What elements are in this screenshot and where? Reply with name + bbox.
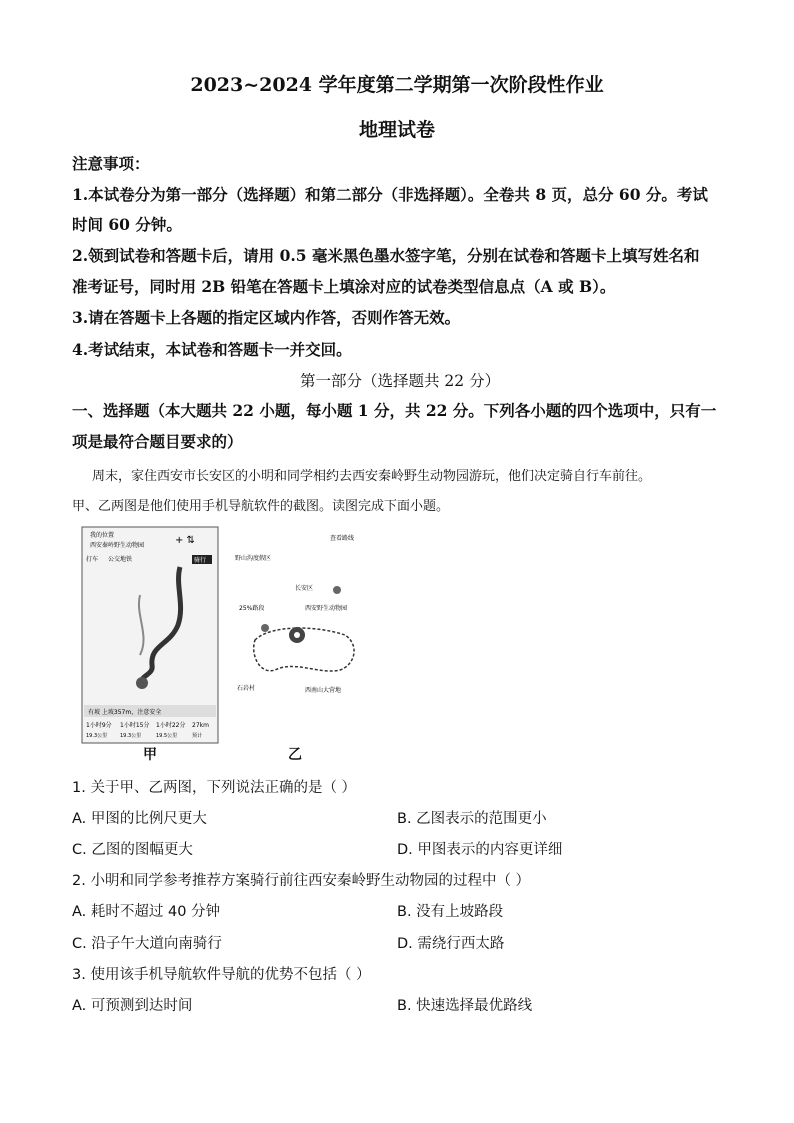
yi-top-right[interactable]: 查看路线 (330, 535, 355, 542)
note-line-5: 3.请在答题卡上各题的指定区域内作答，否则作答无效。 (72, 308, 461, 327)
jia-tab-ride[interactable]: 骑行 (194, 557, 207, 564)
note-line-3: 2.领到试卷和答题卡后，请用 0.5 毫米黑色墨水签字笔，分别在试卷和答题卡上填写姓名和 (72, 246, 700, 265)
note-line-4: 准考证号，同时用 2B 铅笔在答题卡上填涂对应的试卷类型信息点（A 或 B）。 (72, 277, 616, 296)
jia-top-line2: 西安秦岭野生动物园 (90, 542, 145, 549)
question-3-option-a[interactable]: A. 可预测到达时间 (72, 998, 193, 1014)
section-title-cont: 项是最符合题目要求的） (72, 432, 243, 451)
jia-stat-3[interactable]: 1小时22分 (156, 722, 186, 729)
question-2-option-a[interactable]: A. 耗时不超过 40 分钟 (72, 904, 221, 920)
question-3-stem: 3. 使用该手机导航软件导航的优势不包括（ ） (72, 967, 371, 983)
jia-stat-4[interactable]: 27km (192, 722, 209, 729)
question-1-stem: 1. 关于甲、乙两图，下列说法正确的是（ ） (72, 780, 357, 796)
jia-banner: 有坡 上坡357m，注意安全 (88, 709, 162, 716)
question-1-option-a[interactable]: A. 甲图的比例尺更大 (72, 811, 207, 827)
question-2-option-d[interactable]: D. 需绕行西太路 (397, 936, 505, 952)
yi-label-3: 西安野生动物园 (305, 605, 348, 612)
question-2-stem: 2. 小明和同学参考推荐方案骑行前往西安秦岭野生动物园的过程中（ ） (72, 873, 531, 889)
yi-label-2: 长安区 (295, 585, 314, 592)
yi-label-1: 野山沟度假区 (235, 555, 272, 562)
note-line-2: 时间 60 分钟。 (72, 215, 182, 234)
jia-stat-sub-3: 19.5公里 (156, 733, 178, 739)
note-line-1: 1.本试卷分为第一部分（选择题）和第二部分（非选择题）。全卷共 8 页，总分 60 分。考试 (72, 185, 708, 204)
note-line-6: 4.考试结束，本试卷和答题卡一并交回。 (72, 340, 352, 359)
yi-poi-marker-2 (333, 586, 341, 594)
jia-tab-transit[interactable]: 公交地铁 (108, 556, 133, 563)
question-2-option-b[interactable]: B. 没有上坡路段 (397, 904, 504, 920)
part1-heading: 第一部分（选择题共 22 分） (300, 372, 501, 390)
passage-line-1: 周末，家住西安市长安区的小明和同学相约去西安秦岭野生动物园游玩，他们决定骑自行车前往。 (92, 469, 652, 484)
yi-label-4: 25%路段 (239, 605, 265, 612)
jia-stat-sub-1: 19.3公里 (86, 733, 108, 739)
jia-stat-sub-2: 19.3公里 (120, 733, 142, 739)
yi-poi-marker (261, 624, 269, 632)
jia-stat-2[interactable]: 1小时15分 (120, 722, 150, 729)
jia-plus-icon[interactable]: + ⇅ (175, 535, 195, 546)
jia-tab-taxi[interactable]: 打车 (86, 556, 99, 563)
passage-line-2: 甲、乙两图是他们使用手机导航软件的截图。读图完成下面小题。 (72, 499, 450, 514)
question-1-option-b[interactable]: B. 乙图表示的范围更小 (397, 811, 547, 827)
section-title: 一、选择题（本大题共 22 小题，每小题 1 分，共 22 分。下列各小题的四个选项中，只有一 (72, 401, 717, 420)
yi-label-6: 西南山大营地 (305, 687, 342, 694)
question-3-option-b[interactable]: B. 快速选择最优路线 (397, 998, 533, 1014)
question-1-option-c[interactable]: C. 乙图的图幅更大 (72, 842, 193, 858)
figure-yi-label: 乙 (288, 747, 302, 763)
yi-location-marker-center (294, 632, 300, 638)
jia-top-line1: 我的位置 (90, 532, 115, 539)
exam-title: 2023~2024 学年度第二学期第一次阶段性作业 (190, 74, 604, 96)
jia-destination-marker (136, 677, 148, 689)
question-1-option-d[interactable]: D. 甲图表示的内容更详细 (397, 842, 563, 858)
figure-jia-label: 甲 (143, 747, 157, 763)
notes-heading: 注意事项： (72, 154, 150, 173)
jia-stat-1[interactable]: 1小时9分 (86, 722, 112, 729)
exam-subject: 地理试卷 (358, 119, 435, 141)
figure-jia-map (80, 525, 220, 745)
question-2-option-c[interactable]: C. 沿子午大道向南骑行 (72, 936, 222, 952)
figure-yi-map (225, 530, 365, 715)
jia-stat-sub-4: 预计 (192, 733, 203, 739)
yi-label-5: 石岩村 (237, 685, 256, 692)
